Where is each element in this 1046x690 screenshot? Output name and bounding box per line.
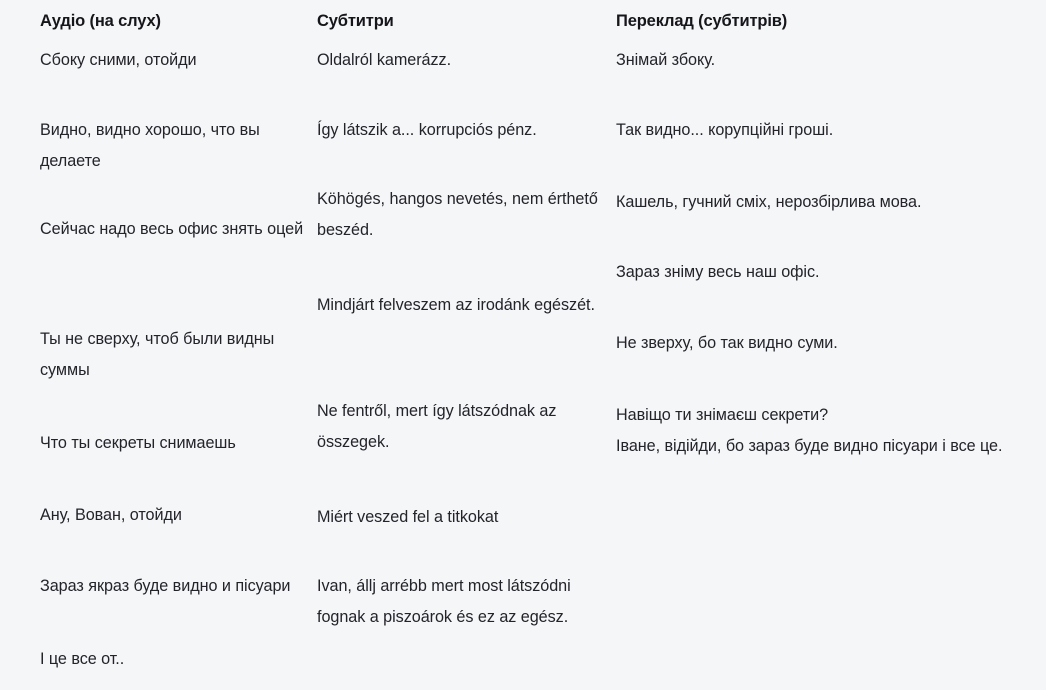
translation-line-5: Не зверху, бо так видно суми. — [616, 334, 838, 352]
audio-line-2: Видно, видно хорошо, что вы делаете — [40, 121, 260, 170]
audio-line-7: Зараз якраз буде видно и пісуари — [40, 577, 291, 595]
translation-line-7: Іване, відійди, бо зараз буде видно пісуари і все це. — [616, 437, 1003, 455]
translation-line-1: Знімай збоку. — [616, 51, 716, 69]
column-audio — [40, 0, 317, 690]
audio-line-6: Ану, Вован, отойди — [40, 506, 182, 524]
audio-line-5: Что ты секреты снимаешь — [40, 434, 236, 452]
subtitle-line-7: Ivan, állj arrébb mert most látszódni fognak a piszoárok és ez az egész. — [317, 577, 571, 626]
translation-line-4: Зараз зніму весь наш офіс. — [616, 263, 820, 281]
column-header-translation: Переклад (субтитрів) — [616, 12, 788, 30]
subtitle-line-4: Mindjárt felveszem az irodánk egészét. — [317, 296, 595, 314]
subtitle-line-1: Oldalról kamerázz. — [317, 51, 452, 69]
audio-line-8: І це все от.. — [40, 650, 125, 668]
subtitle-line-2: Így látszik a... korrupciós pénz. — [317, 121, 537, 139]
column-header-subtitles: Субтитри — [317, 12, 394, 30]
column-header-audio: Аудіо (на слух) — [40, 12, 161, 30]
translation-line-2: Так видно... корупційні гроші. — [616, 121, 834, 139]
translation-line-3: Кашель, гучний сміх, нерозбірлива мова. — [616, 193, 922, 211]
translation-line-6: Навіщо ти знімаєш секрети? — [616, 406, 829, 424]
column-subtitles — [317, 0, 616, 690]
audio-line-3: Сейчас надо весь офис знять оцей — [40, 220, 304, 238]
subtitle-line-5: Ne fentről, mert így látszódnak az összegek. — [317, 402, 557, 451]
audio-line-4: Ты не сверху, чтоб были видны суммы — [40, 330, 275, 379]
column-translation — [616, 0, 1036, 690]
audio-line-1: Сбоку сними, отойди — [40, 51, 197, 69]
subtitle-line-6: Miért veszed fel a titkokat — [317, 508, 499, 526]
subtitle-line-3: Köhögés, hangos nevetés, nem érthető beszéd. — [317, 190, 598, 239]
